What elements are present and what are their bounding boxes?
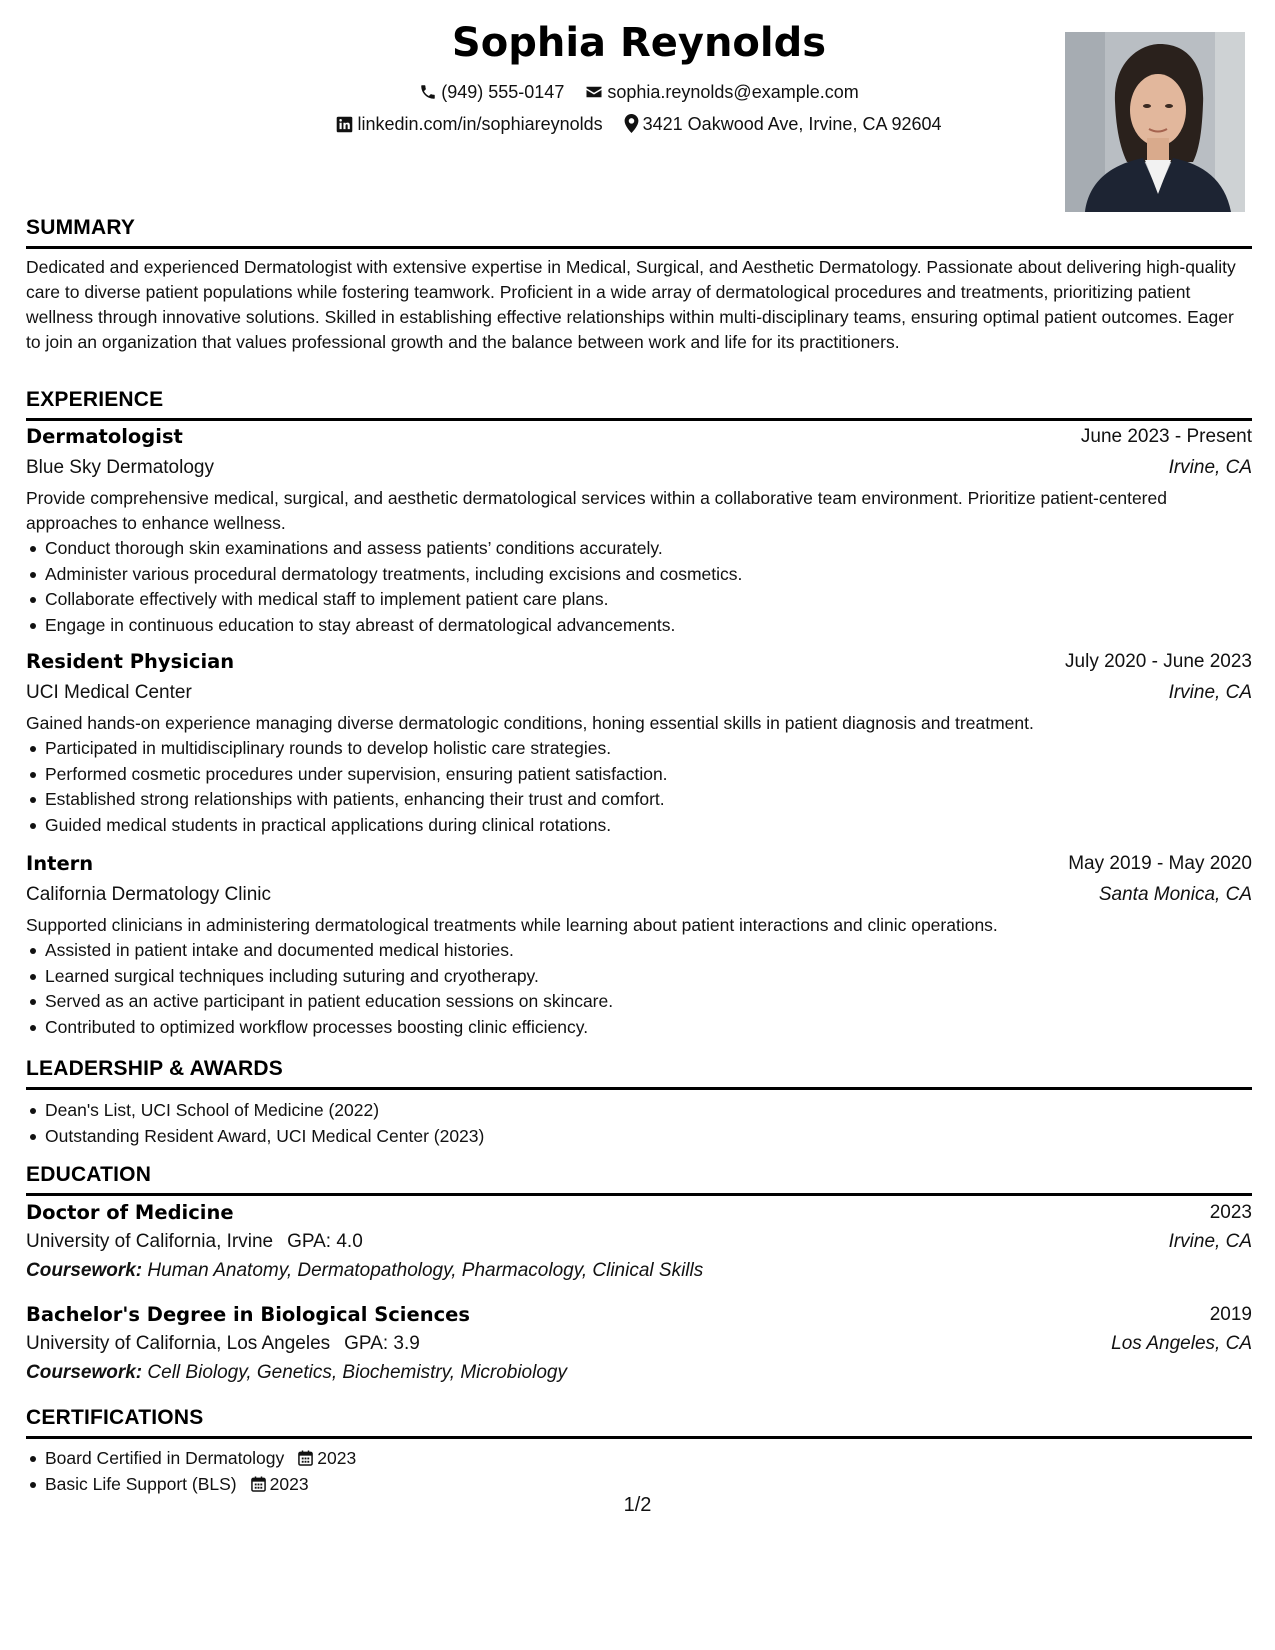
linkedin-icon	[336, 116, 353, 133]
phone-icon	[419, 83, 437, 101]
linkedin-text[interactable]: linkedin.com/in/sophiareynolds	[357, 114, 603, 134]
phone-text: (949) 555-0147	[441, 82, 565, 102]
page-number: 1/2	[623, 1494, 652, 1516]
phone-contact	[419, 80, 564, 104]
certification-date	[251, 1474, 309, 1494]
degree-title: Bachelor's Degree in Biological Sciences	[26, 1303, 470, 1326]
job-description: Provide comprehensive medical, surgical, and aesthetic dermatological services within a collaborative team environment. Prioritize patient-centered approaches to enhance wellness.	[26, 488, 1167, 533]
job-title: Dermatologist	[26, 425, 183, 448]
job-description: Supported clinicians in administering dermatological treatments while learning about patient interactions and clinic operations.	[26, 915, 998, 935]
profile-photo	[1065, 32, 1245, 212]
email-text[interactable]: sophia.reynolds@example.com	[607, 82, 859, 102]
section-divider	[26, 1193, 1252, 1196]
school-text: University of California, Irvine	[26, 1231, 274, 1252]
summary-section	[26, 214, 1252, 355]
job-dates: July 2020 - June 2023	[1065, 651, 1252, 672]
list-item: Contributed to optimized workflow processes boosting clinic efficiency.	[26, 1015, 1252, 1041]
certification-date	[298, 1448, 356, 1468]
resume-page	[26, 0, 1252, 1650]
job-location: Irvine, CA	[1168, 457, 1252, 478]
map-pin-icon	[624, 114, 639, 133]
list-item: Served as an active participant in patient education sessions on skincare.	[26, 989, 1252, 1015]
job-entry	[26, 422, 1252, 638]
address-contact	[624, 112, 942, 136]
certification-year: 2023	[317, 1448, 357, 1468]
list-item: Engage in continuous education to stay abreast of dermatological advancements.	[26, 613, 1252, 639]
certifications-heading: CERTIFICATIONS	[26, 1406, 204, 1429]
education-heading: EDUCATION	[26, 1163, 152, 1186]
coursework-text: Human Anatomy, Dermatopathology, Pharmacology, Clinical Skills	[147, 1260, 704, 1281]
summary-heading: SUMMARY	[26, 216, 136, 239]
awards-list	[26, 1098, 1252, 1149]
job-organization: UCI Medical Center	[26, 682, 192, 703]
degree-title: Doctor of Medicine	[26, 1201, 234, 1224]
certification-year: 2023	[269, 1473, 309, 1494]
education-entry	[26, 1300, 1252, 1388]
coursework-text: Cell Biology, Genetics, Biochemistry, Microbiology	[147, 1362, 567, 1383]
leadership-section	[26, 1055, 1252, 1149]
job-location: Santa Monica, CA	[1098, 884, 1252, 905]
job-dates: May 2019 - May 2020	[1068, 853, 1252, 874]
list-item: Learned surgical techniques including suturing and cryotherapy.	[26, 964, 1252, 990]
job-bullets	[26, 938, 1252, 1040]
graduation-year: 2019	[1209, 1304, 1252, 1325]
certifications-list	[26, 1446, 1252, 1497]
list-item: Dean's List, UCI School of Medicine (2022)	[26, 1098, 1252, 1124]
school-name	[26, 1227, 363, 1257]
section-divider	[26, 246, 1252, 249]
list-item: Established strong relationships with patients, enhancing their trust and comfort.	[26, 787, 1252, 813]
graduation-year: 2023	[1209, 1202, 1252, 1223]
certification-name: Board Certified in Dermatology	[45, 1448, 285, 1468]
coursework-label: Coursework:	[26, 1362, 143, 1383]
education-entry	[26, 1198, 1252, 1286]
job-bullets	[26, 536, 1252, 638]
school-location: Los Angeles, CA	[1111, 1333, 1252, 1354]
envelope-icon	[585, 83, 603, 101]
job-title: Intern	[26, 852, 94, 875]
resume-header	[26, 0, 1252, 220]
coursework-label: Coursework:	[26, 1260, 143, 1281]
leadership-heading: LEADERSHIP & AWARDS	[26, 1057, 283, 1080]
list-item: Outstanding Resident Award, UCI Medical Center (2023)	[26, 1124, 1252, 1150]
experience-heading: EXPERIENCE	[26, 388, 164, 411]
job-title: Resident Physician	[26, 650, 235, 673]
list-item: Participated in multidisciplinary rounds to develop holistic care strategies.	[26, 736, 1252, 762]
job-bullets	[26, 736, 1252, 838]
certification-name: Basic Life Support (BLS)	[45, 1473, 237, 1494]
job-organization: California Dermatology Clinic	[26, 884, 271, 905]
list-item	[26, 1446, 1252, 1472]
list-item: Guided medical students in practical applications during clinical rotations.	[26, 813, 1252, 839]
list-item: Administer various procedural dermatology treatments, including excisions and cosmetics.	[26, 562, 1252, 588]
section-divider	[26, 1436, 1252, 1439]
job-entry	[26, 849, 1252, 1040]
email-contact[interactable]	[585, 80, 858, 104]
job-entry	[26, 647, 1252, 838]
list-item: Collaborate effectively with medical staff to implement patient care plans.	[26, 587, 1252, 613]
candidate-name: Sophia Reynolds	[451, 20, 827, 66]
education-section	[26, 1161, 1252, 1196]
list-item: Performed cosmetic procedures under supervision, ensuring patient satisfaction.	[26, 762, 1252, 788]
job-location: Irvine, CA	[1168, 682, 1252, 703]
section-divider	[26, 1087, 1252, 1090]
summary-text: Dedicated and experienced Dermatologist with extensive expertise in Medical, Surgical, and Aesthetic Dermatology. Passionate about delivering high-quality care to diverse patient populations while fostering teamwork. Proficient in a wide array of dermatological procedures and treatments, prioritizing patient wellness through innovative solutions. Skilled in establishing effective relationships within multi-disciplinary teams, ensuring optimal patient outcomes. Eager to join an organization that values professional growth and the balance between work and life for its practitioners.	[26, 257, 1236, 352]
address-text: 3421 Oakwood Ave, Irvine, CA 92604	[642, 114, 942, 134]
calendar-icon	[298, 1450, 313, 1466]
job-description: Gained hands-on experience managing diverse dermatologic conditions, honing essential skills in patient diagnosis and treatment.	[26, 713, 1034, 733]
school-location: Irvine, CA	[1168, 1231, 1252, 1252]
certifications-section	[26, 1404, 1252, 1497]
job-organization: Blue Sky Dermatology	[26, 457, 214, 478]
calendar-icon	[251, 1476, 266, 1492]
gpa-text: GPA: 4.0	[287, 1231, 363, 1252]
section-divider	[26, 418, 1252, 421]
linkedin-contact[interactable]	[336, 112, 602, 136]
school-text: University of California, Los Angeles	[26, 1333, 331, 1354]
coursework-line	[26, 1256, 1252, 1286]
gpa-text: GPA: 3.9	[344, 1333, 420, 1354]
experience-section	[26, 386, 1252, 421]
school-name	[26, 1329, 420, 1359]
job-dates: June 2023 - Present	[1080, 426, 1252, 447]
list-item: Assisted in patient intake and documented medical histories.	[26, 938, 1252, 964]
coursework-line	[26, 1358, 1252, 1388]
list-item: Conduct thorough skin examinations and assess patients’ conditions accurately.	[26, 536, 1252, 562]
